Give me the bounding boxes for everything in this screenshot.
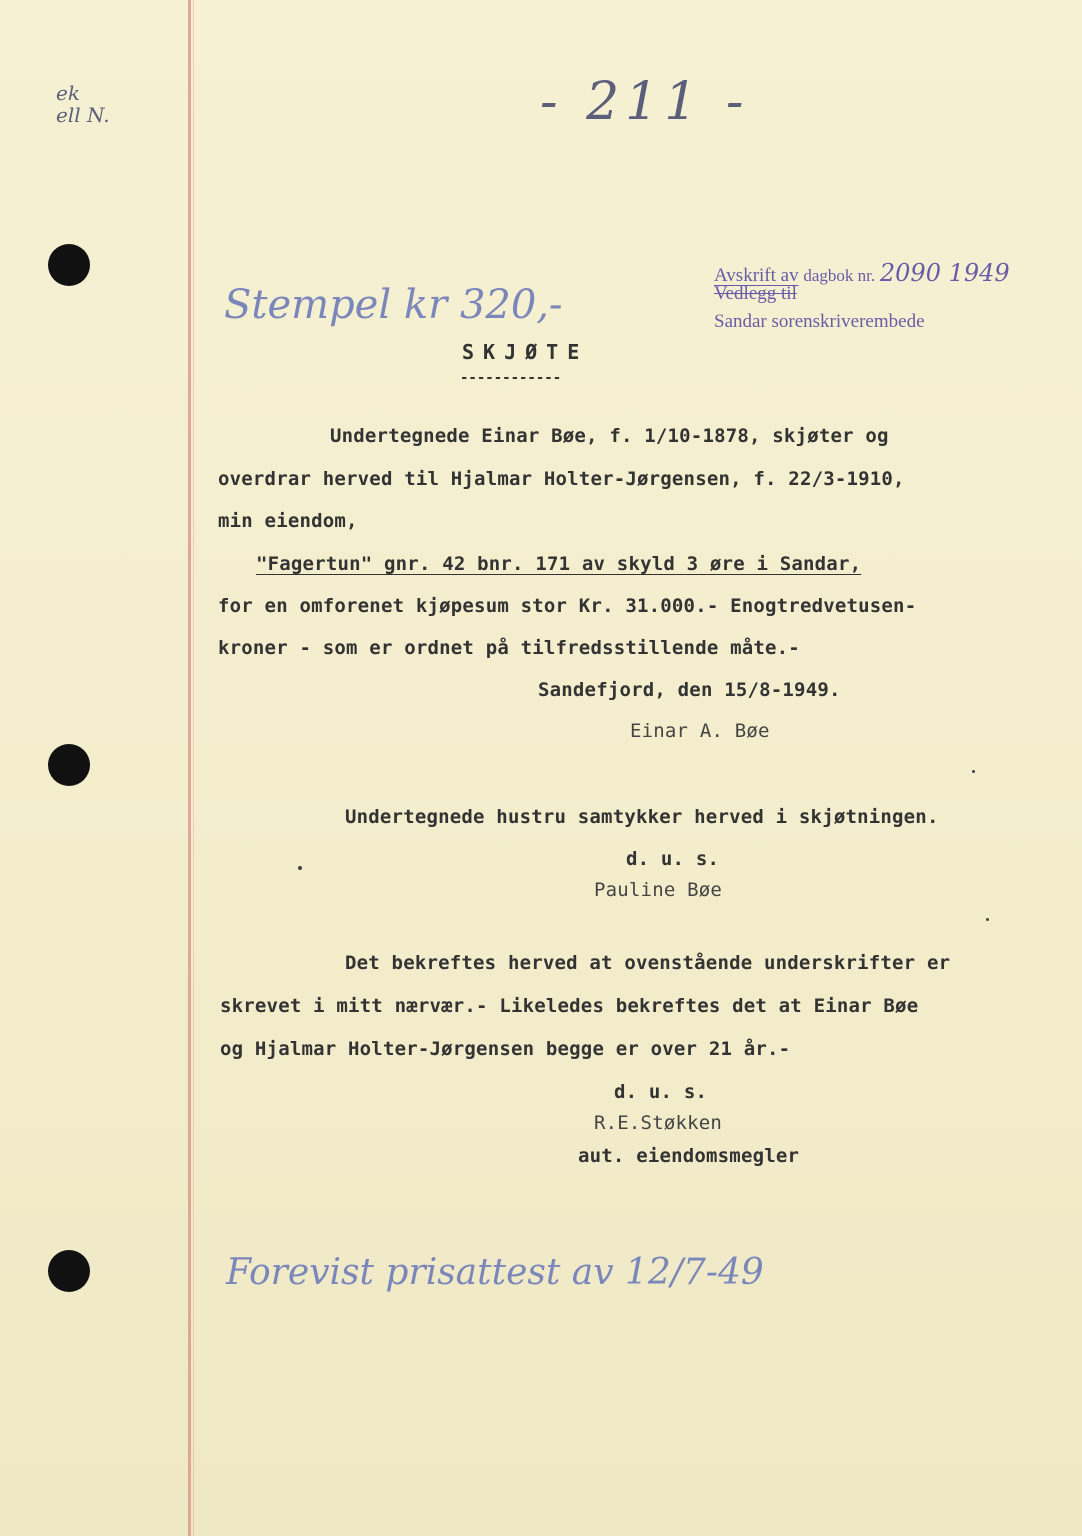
paper-speck <box>972 770 975 773</box>
dus-marker: d. u. s. <box>626 848 720 870</box>
body-line: for en omforenet kjøpesum stor Kr. 31.000.- Enogtredvetusen- <box>218 595 917 617</box>
stamp-dagbok-number: 2090 1949 <box>879 259 1010 287</box>
body-line: overdrar herved til Hjalmar Holter-Jørgensen, f. 22/3-1910, <box>218 468 905 490</box>
body-line: kroner - som er ordnet på tilfredsstillende måte.- <box>218 637 800 659</box>
signature-witness: R.E.Støkken <box>594 1112 723 1134</box>
signature-seller: Einar A. Bøe <box>630 720 770 742</box>
punch-hole-middle <box>48 744 90 786</box>
signature-spouse: Pauline Bøe <box>594 879 723 901</box>
page-number: - 211 - <box>540 72 750 132</box>
document-title: SKJØTE <box>462 340 589 364</box>
paper-speck <box>298 866 302 870</box>
body-line: Undertegnede Einar Bøe, f. 1/10-1878, skjøter og <box>330 425 889 447</box>
body-line: skrevet i mitt nærvær.- Likeledes bekreftes det at Einar Bøe <box>220 995 919 1017</box>
margin-line <box>188 0 191 1536</box>
dus-marker: d. u. s. <box>614 1081 708 1103</box>
price-certificate-note: Forevist prisattest av 12/7-49 <box>226 1252 764 1293</box>
punch-hole-bottom <box>48 1250 90 1292</box>
witness-title: aut. eiendomsmegler <box>578 1145 800 1167</box>
margin-line-secondary <box>193 0 194 1536</box>
stamp-avskrift-label: Avskrift av <box>714 265 799 286</box>
place-date: Sandefjord, den 15/8-1949. <box>538 679 841 701</box>
body-line: Det bekreftes herved at ovenstående underskrifter er <box>345 952 951 974</box>
consent-line: Undertegnede hustru samtykker herved i skjøtningen. <box>345 806 939 828</box>
paper-speck <box>986 918 989 921</box>
body-line: min eiendom, <box>218 510 358 532</box>
stamp-dagbok-label: dagbok nr. <box>803 266 876 285</box>
stamp-vedlegg-label: Vedlegg til <box>714 283 797 304</box>
body-line: og Hjalmar Holter-Jørgensen begge er over 21 år.- <box>220 1038 791 1060</box>
punch-hole-top <box>48 244 90 286</box>
stamp-office-name: Sandar sorenskriverembede <box>714 311 925 332</box>
margin-initials: ek ell N. <box>56 81 110 127</box>
stamp-duty-note: Stempel kr 320,- <box>224 282 563 328</box>
property-line: "Fagertun" gnr. 42 bnr. 171 av skyld 3 øre i Sandar, <box>256 553 862 575</box>
title-rule: ------------ <box>460 370 562 386</box>
